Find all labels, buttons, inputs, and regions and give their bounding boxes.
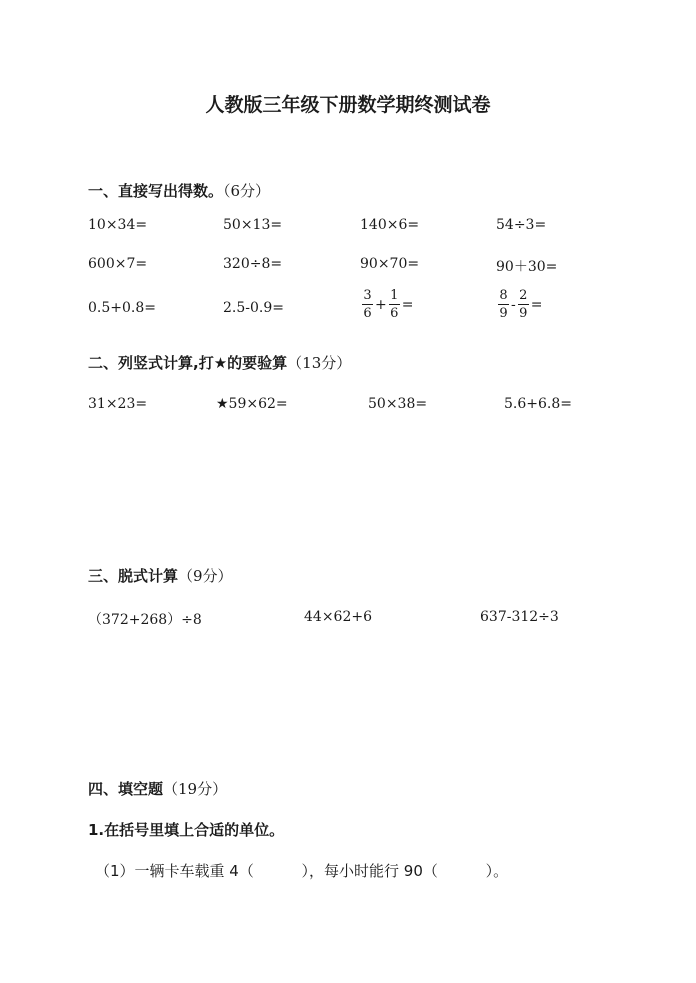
page-title: 人教版三年级下册数学期终测试卷 [205, 94, 491, 116]
operator: + [375, 296, 387, 313]
s4-question-1-part-1: （1）一辆卡车载重 4（ ），每小时能行 90（ ）。 [95, 862, 509, 880]
denominator: 9 [499, 306, 508, 321]
s1-r2-c1: 600×7= [88, 256, 148, 272]
s1-r1-c2: 50×13= [223, 217, 283, 233]
section-2-score: （13分） [287, 354, 352, 372]
s1-r3-c3-fraction-expr [361, 288, 414, 321]
section-1-heading [88, 180, 270, 201]
s1-r1-c1: 10×34= [88, 217, 148, 233]
s4-question-1: 1.在括号里填上合适的单位。 [88, 821, 285, 839]
s3-item-1: （372+268）÷8 [88, 612, 202, 628]
s2-item-1: 31×23= [88, 396, 148, 412]
section-2-heading [88, 352, 351, 373]
fraction [518, 288, 529, 321]
numerator: 3 [363, 288, 372, 303]
s3-item-3: 637-312÷3 [480, 609, 559, 625]
s1-r3-c4-fraction-expr [497, 288, 543, 321]
denominator: 6 [363, 306, 372, 321]
section-3-heading [88, 565, 233, 586]
fraction-bar [362, 304, 373, 305]
equals-sign: = [530, 296, 543, 313]
s1-r2-c2: 320÷8= [223, 256, 283, 272]
s1-r3-c1: 0.5+0.8= [88, 300, 156, 316]
fraction [362, 288, 373, 321]
numerator: 2 [519, 288, 528, 303]
section-4-heading [88, 778, 227, 799]
fraction [389, 288, 400, 321]
section-3-title: 三、脱式计算 [88, 567, 179, 585]
section-2-title: 二、列竖式计算,打★的要验算 [88, 354, 288, 372]
fraction-bar [518, 304, 529, 305]
fraction-bar [389, 304, 400, 305]
equals-sign: = [401, 296, 414, 313]
s1-r1-c3: 140×6= [360, 217, 420, 233]
numerator: 8 [499, 288, 508, 303]
s1-r2-c4: 90＋30= [496, 259, 558, 275]
s1-r1-c4: 54÷3= [496, 217, 547, 233]
s2-item-4: 5.6+6.8= [504, 396, 572, 412]
section-4-score: （19分） [163, 780, 228, 798]
s1-r2-c3: 90×70= [360, 256, 420, 272]
denominator: 6 [390, 306, 399, 321]
section-1-score: （6分） [223, 182, 271, 200]
section-4-title: 四、填空题 [88, 780, 164, 798]
s1-r3-c2: 2.5-0.9= [223, 300, 284, 316]
fraction [498, 288, 509, 321]
numerator: 1 [390, 288, 399, 303]
operator: - [511, 296, 516, 313]
section-3-score: （9分） [178, 567, 233, 585]
s2-item-3: 50×38= [368, 396, 428, 412]
s2-item-2: ★59×62= [216, 396, 288, 412]
section-1-title: 一、直接写出得数。 [88, 182, 224, 200]
s3-item-2: 44×62+6 [304, 609, 372, 625]
denominator: 9 [519, 306, 528, 321]
fraction-bar [498, 304, 509, 305]
